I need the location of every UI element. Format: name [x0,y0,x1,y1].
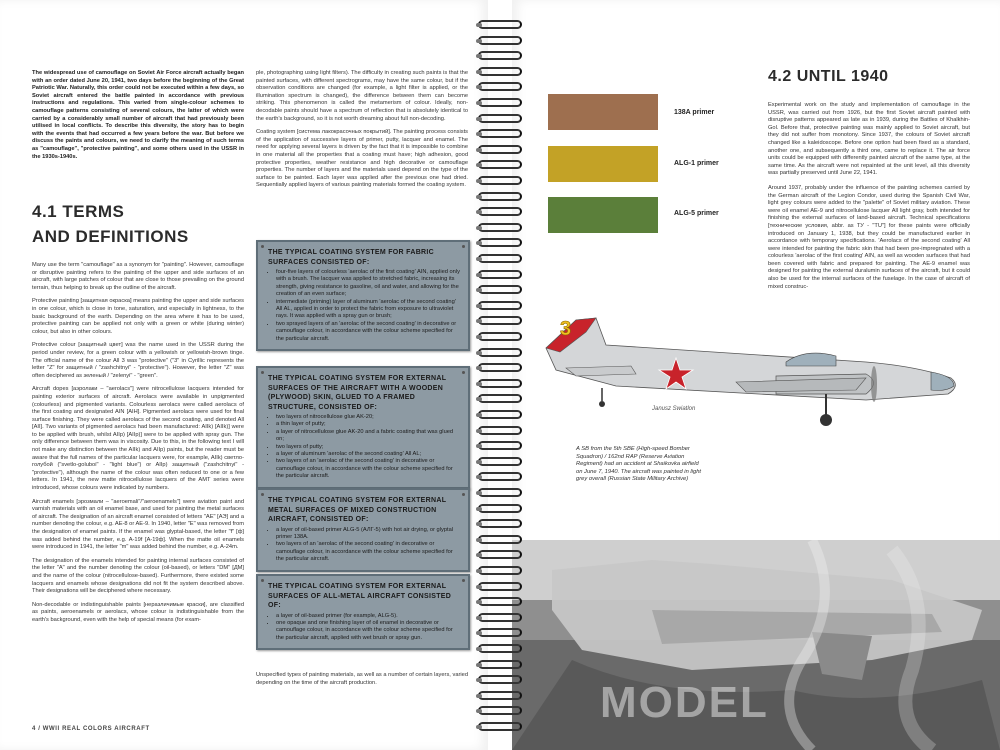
plate-list [268,613,460,643]
swatch-alg1 [548,146,658,182]
plate-list [268,414,460,481]
plate-fabric-surfaces [256,240,470,351]
aircraft-tail-number: 3 [560,318,572,340]
plate-item: • a layer of aluminum 'aerolac of the second coating' All AL; [276,451,460,458]
heading-line-2: AND DEFINITIONS [32,227,189,246]
rivet-icon [261,493,264,496]
rivet-icon [462,493,465,496]
paragraph-aircraft-enamels: Aircraft enamels [эрозмали – "aeroemali"/"aeroenamels"] were aviation paint and varnish materials with an oil enamel base, and used for painting the metal surfaces of aircraft. The designation of an aircraft enamel consisted of letters "AE" [АЭ] and a number denoting the colour, e.g. AE-8 or AE-9. In 1940, letter "E" was removed from the designation of enamel paints. If the enamel was glyptal-based, the letter "f" [ф] was added behind the number, e.g. A-19f [А-19ф]. When the matte oil enamels were introduced in 1941, the letter "m" was added behind the number, e.g. A-24m. [32,498,244,551]
spiral-ring-icon [478,488,522,497]
paragraph-protective-colour: Protective colour [защитный цвет] was the name used in the USSR during the period under review, for a green colour with a yellowish or yellowish-brown tinge. The official name of the colour All 3 was "protective" ("3" in Cyrillic represents the letter "Z" for защитный / "zashchitnyi" - "protective"). However, the letter "Z" was often deciphered as зеленый / "zelenyi" - "green". [32,342,244,379]
spiral-ring-icon [478,176,522,185]
spiral-ring-icon [478,82,522,91]
rivet-icon [261,371,264,374]
spiral-ring-icon [478,675,522,684]
swatch-label-alg1: ALG-1 primer [674,160,719,167]
paragraph-metamerism: ple, photographing using light filters). The difficulty in creating such paints is that the painted surfaces, with different spectrograms, may have the same colour, but if the observation conditions are changed (for example, a light filter is applied, or the illumination spectrum is changed), the difference between them can become striking. This phenomenon is called the metamerism of colour. Ideally, non-decodable paints should have a spectrum of reflection that is absolutely identical to the earth's background, so it is not worth dreaming about full non-decoding. [256,70,468,122]
page-footer: 4 / WWII REAL COLORS AIRCRAFT [32,726,150,732]
plate-mixed-construction [256,488,470,572]
paragraph-internal-designation: The designation of the enamels intended for painting internal surfaces consisted of the letter "A" and the number denoting the colour (oil-based), or letters "DM" [ДМ] and the name of the colour (nitrocellulose-based). Furthermore, there existed some lacquers and enamels whose designations did not fit the system described above. Their designations will be deciphered where necessary. [32,557,244,595]
rivet-icon [261,245,264,248]
paragraph-aircraft-dopes: Aircraft dopes [аэролаки – "aerolacs"] were nitrocellulose lacquers intended for painting exterior surfaces of aircraft. Aerolacs were available in unpigmented (colourless) and pigmented variants. Colourless aerolacs were called aerolacs of the first coating and designated AIN [АІН]. Pigmented aerolacs were used for final surface finishing. They were called aerolacs of the second coating, and denoted All [АІІ]. Two variants of pigmented aerolacs had been manufactured: AIIk) [AIIk)] were to be applied with brush, whilst AIIp) [AIIp)] were to be applied with spray gun. The only difference between them was in viscosity. Due to this, in the following text I will not make any distinction between the AIIk) and AIIp) paints, but the reader must be aware that the full names of the particular lacquers were, for example, AIIk) светло-голубой ("svetlo-goluboi" - "light blue") or AIIp) защитный ("zashchitnyi" - "protective"), although the name of the colour was often reduced to one or a few letters. In 1941, the new matte nitrocellulose lacquers of the AMT series were introduced, whose colours were indicated by numbers. [32,386,244,492]
heading-line-1: 4.1 TERMS [32,202,125,221]
spiral-ring-icon [478,597,522,606]
paragraph-experimental-work: Experimental work on the study and implementation of camouflage in the USSR, was carried out from 1926, but the first Soviet aircraft painted with disruptive patterns appeared as late as in 1939, during the Battles of Khalkhin-Gol. Before that, protective painting was mainly applied to Soviet aircraft, but they did not suffer from monotony. Since 1937, the colours of Soviet aircraft changed like a kaleidoscope. Before one option had been fixed as a standard, another one, and subsequently a third one, came to replace it. The air force units could be equipped with differently painted aircraft of the same type, at the same time. As the aircraft were not repainted at the unit level, all this diversity was partially preserved until June 22, 1941. [768,102,970,177]
plate-title: THE TYPICAL COATING SYSTEM FOR EXTERNAL SURFACES OF ALL-METAL AIRCRAFT CONSISTED OF: [268,583,452,609]
spiral-ring-icon [478,316,522,325]
plate-item: • two layers of putty; [276,444,460,451]
spiral-ring-icon [478,566,522,575]
spiral-ring-icon [478,332,522,341]
rivet-icon [462,579,465,582]
spiral-ring-icon [478,114,522,123]
plate-item: • a thin layer of putty; [276,421,460,428]
spiral-ring-icon [478,628,522,637]
left-column-b [256,70,468,190]
spiral-ring-icon [478,722,522,731]
spiral-ring-icon [478,207,522,216]
plate-wooden-skin [256,366,470,489]
sb-bomber-profile-illustration [536,290,976,440]
spiral-ring-icon [478,550,522,559]
spiral-ring-icon [478,394,522,403]
spiral-ring-icon [478,441,522,450]
spiral-ring-icon [478,223,522,232]
paragraph-coating-system: Coating system [система лакокрасочных покрытий]. The painting process consists of the application of successive layers of primer, putty, lacquer and enamel. The need for applying several layers is driven by the fact that it is impossible to combine in one material all the properties that a coating must have; high adhesion, good protective properties, weather resistance and high decorative or camouflage properties. The number of layers and the materials used depend on the type of the surface to be painted. Each layer was applied after the previous one had dried. Sequentially applied layers of various painting materials formed the coating system. [256,129,468,189]
rivet-icon [462,371,465,374]
spiral-ring-icon [478,98,522,107]
spiral-ring-icon [478,254,522,263]
spiral-ring-icon [478,160,522,169]
section-heading-4-1 [32,199,189,249]
plate-list [268,527,460,564]
spiral-ring-icon [478,613,522,622]
paragraph-non-decodable: Non-decodable or indistinguishable paints [неразличимые краски], are classified as paints, aeroenamels or aerolacs, whose colour is indistinguishable from the earth's background, even with the help of special means (for exam- [32,601,244,623]
plate-item: • a layer of nitrocellulose glue AK-20 and a fabric coating that was glued on; [276,429,460,444]
plate-item: • two layers of an 'aerolac of the second coating' in decorative or camouflage colour, in accordance with the colour scheme specified for the particular aircraft. [276,541,460,563]
plate-list [268,269,460,343]
paragraph-protective-painting: Protective painting [защитная окраска] means painting the upper and side surfaces in one colour, which is close in tone, saturation, and especially in lightness, to the basic background of the earth. Depending on the area where it has to be used, protective painting can be applied not only with a green or white (during winter) colour, but also in other colours. [32,298,244,335]
swatch-138a [548,94,658,130]
spiral-ring-icon [478,457,522,466]
spiral-ring-icon [478,535,522,544]
paragraph-camouflage: Many use the term "camouflage" as a synonym for "painting". However, camouflage or disruptive painting refers to the painting of the upper and side surfaces of an aircraft, with large patches of colour that are close to those prevailing on the ground terrain, thus helping to break up the outline of the aircraft. [32,262,244,291]
spiral-ring-icon [478,301,522,310]
plate-item: • a layer of oil-based primer (for example, ALG-5). [276,613,460,620]
spiral-ring-icon [478,36,522,45]
spiral-ring-icon [478,519,522,528]
spiral-ring-icon [478,410,522,419]
spiral-ring-icon [478,348,522,357]
plate-title: THE TYPICAL COATING SYSTEM FOR EXTERNAL METAL SURFACES OF MIXED CONSTRUCTION AIRCRAFT, CONSISTED OF: [268,497,447,523]
plate-item: • four-five layers of colourless 'aerolac of the first coating' AIN, applied only with a brush. The lacquer was applied to stretched fabric, increasing its strength, giving resistance to gasoline, oil and water, and allowing for the creation of an even surface; [276,269,460,299]
paragraph-around-1937: Around 1937, probably under the influence of the painting schemes carried by the German aircraft of the Legion Condor, used during the Spanish Civil War, light grey colours were added to the "palette" of Soviet military aviation. These were oil enamel AE-9 and nitrocellulose lacquer All light gray, both intended for finishing the external surfaces of land-based aircraft. Technical specifications [технические условия, abbr. as ТУ - "TU"] for these paints were officially introduced on January 1, 1938, but they could be manufactured earlier in accordance with temporary specifications. 'Aerolacs of the second coating' All were intended for painting the fabric skin that had been pre-impregnated with a colourless 'aerolac of the first coating' AIN, as well as wooden surfaces that had been covered with fabric and prepared for painting. The AE-9 enamel was designed for painting the external duralumin surfaces of the aircraft, but it could also be used for the internal surfaces of the fuselage. In the case of aircraft of mixed construc- [768,184,970,290]
spiral-ring-icon [478,129,522,138]
spiral-ring-icon [478,504,522,513]
spiral-ring-icon [478,660,522,669]
spiral-ring-icon [478,706,522,715]
swatch-label-alg5: ALG-5 primer [674,210,719,217]
spiral-ring-icon [478,426,522,435]
rivet-icon [261,579,264,582]
right-column [768,102,970,291]
left-column-a [32,262,244,625]
plate-item: • one opaque and one finishing layer of oil enamel in decorative or camouflage colour, in accordance with the colour scheme specified for the particular aircraft, applied with wet brush or spray gun. [276,620,460,642]
spiral-ring-icon [478,691,522,700]
spiral-ring-icon [478,582,522,591]
plate-item: • two sprayed layers of an 'aerolac of the second coating' in decorative or camouflage colour, in accordance with the colour scheme specified for the particular aircraft. [276,321,460,343]
spiral-ring-icon [478,379,522,388]
spiral-ring-icon [478,270,522,279]
plate-all-metal [256,574,470,650]
plate-title: THE TYPICAL COATING SYSTEM FOR EXTERNAL SURFACES OF THE AIRCRAFT WITH A WOODEN (PLYWOOD) SKIN, GLUED TO A FRAMED STRUCTURE, CONSISTED OF: [268,375,447,411]
spiral-ring-icon [478,145,522,154]
paragraph-unspecified: Unspecified types of painting materials, as well as a number of certain layers, varied depending on the time of the aircraft production. [256,672,468,686]
spiral-ring-icon [478,285,522,294]
spiral-binding [474,20,526,740]
plate-item: • a layer of oil-based primer ALG-5 (АЛГ-5) with hot air drying, or glyptal primer 138A. [276,527,460,542]
spiral-ring-icon [478,644,522,653]
spiral-ring-icon [478,67,522,76]
spiral-ring-icon [478,363,522,372]
plate-item: • two layers of nitrocellulose glue AK-20; [276,414,460,421]
plate-title: THE TYPICAL COATING SYSTEM FOR FABRIC SURFACES CONSISTED OF: [268,249,435,266]
rivet-icon [462,245,465,248]
photo-caption: A SB from the 5th SBE (High-speed Bomber Squadron) / 162nd RAP (Reserve Aviation Regiment) had an accident at Shaikovka airfield on June 7, 1940. The aircraft was painted in light grey overall (Russian State Military Archive) [576,446,702,483]
intro-paragraph: The widespread use of camouflage on Soviet Air Force aircraft actually began with an order dated June 20, 1941, two days before the beginning of the Great Patriotic War. Naturally, this order could not be executed within a few days, so Soviet aircraft entered the battle painted in accordance with previous instructions and regulations. This varied from single-colour schemes to camouflage patterns consisting of several colours, the latter of which were carried by a considerably small number of aircraft that had previously been utilised in local conflicts. To describe this diversity, the story has to begin with the events that had occurred a few years before the war. But before we discuss the paints and colours, we need to clarify the meaning of such terms as "camouflage", "protective painting", and some others used in the USSR in the 1930s-1940s. [32,70,244,160]
swatch-label-138a: 138A primer [674,109,715,116]
watermark-text: MODEL [600,678,769,727]
spiral-ring-icon [478,51,522,60]
spiral-ring-icon [478,472,522,481]
spiral-ring-icon [478,192,522,201]
artist-signature: Janusz Swiatlon [652,406,696,412]
spiral-ring-icon [478,20,522,29]
section-heading-4-2: 4.2 UNTIL 1940 [768,68,889,85]
plate-item: • intermediate (priming) layer of aluminum 'aerolac of the second coating' All AL, applied in order to protect the fabric from exposure to ultraviolet rays. It was applied with a spray gun or brush; [276,299,460,321]
spiral-ring-icon [478,238,522,247]
swatch-alg5 [548,197,658,233]
plate-item: • two layers of an 'aerolac of the second coating' in decorative or camouflage colour, in accordance with the colour scheme specified for the particular aircraft. [276,458,460,480]
